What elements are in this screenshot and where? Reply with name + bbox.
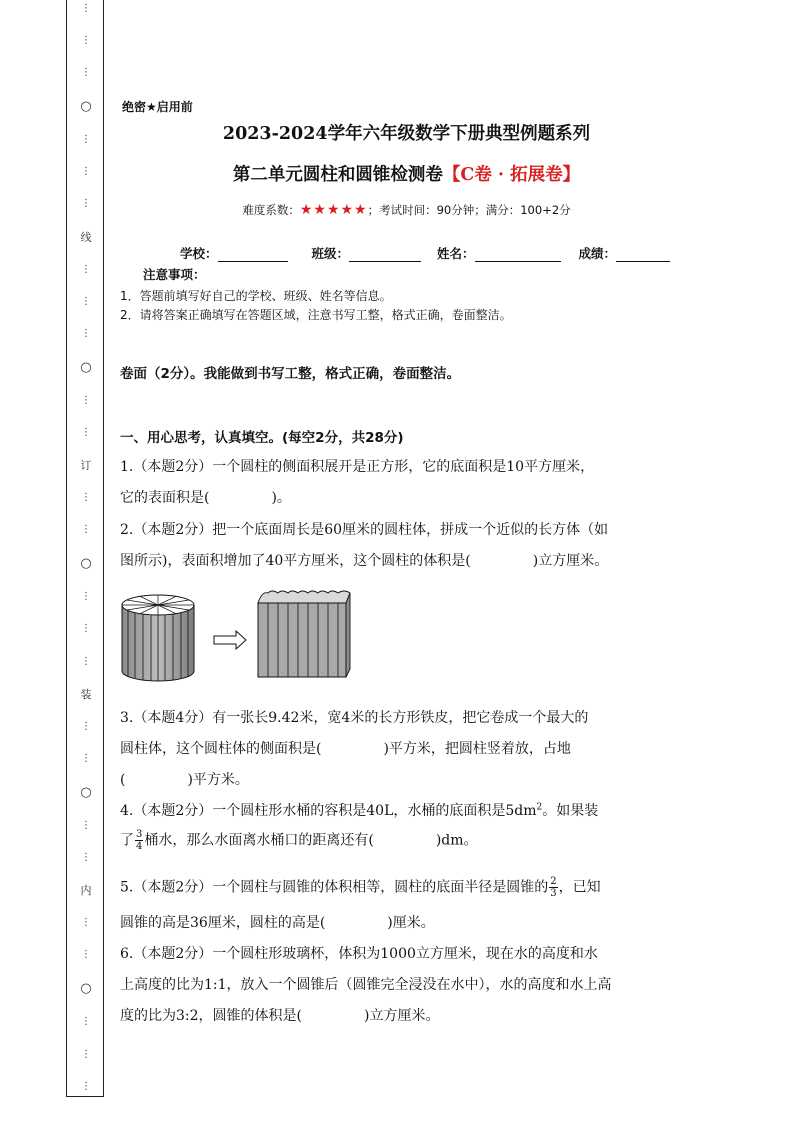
question-3-line: 3.（本题4分）有一张长9.42米，宽4米的长方形铁皮，把它卷成一个最大的 [120,710,589,726]
question-5-line [120,912,435,932]
binding-dots: ⋮ [81,852,91,864]
binding-circle: ○ [80,359,92,375]
fraction [135,829,143,852]
binding-dots: ⋮ [81,295,91,307]
school-blank[interactable] [218,247,288,262]
binding-dots: ⋮ [81,623,91,635]
question-text: 。如果装 [542,803,599,819]
binding-dots: ⋮ [81,949,91,961]
neatness-note: 卷面（2分）。我能做到书写工整，格式正确，卷面整洁。 [120,366,461,382]
binding-dots: ⋮ [81,134,91,146]
question-text: )。 [271,490,291,506]
subtitle-tag: 【C卷 · 拓展卷】 [442,165,581,185]
binding-dots: ⋮ [81,394,91,406]
binding-circle: ○ [80,556,92,572]
question-text: 圆锥的高是36厘米，圆柱的高是( [120,915,326,931]
binding-dots: ⋮ [81,1048,91,1060]
question-2-line: 2.（本题2分）把一个底面周长是60厘米的圆柱体，拼成一个近似的长方体（如 [120,522,609,538]
question-1-line [120,487,291,507]
question-6-line [120,1005,439,1025]
question-text: ( [120,772,126,788]
class-blank[interactable] [349,247,421,262]
binding-dots: ⋮ [81,752,91,764]
question-text: )平方米。 [187,772,249,788]
binding-label-zhuang: 装 [80,687,92,701]
fraction-numerator: 2 [550,876,557,887]
question-6-line: 6.（本题2分）一个圆柱形玻璃杯，体积为1000立方厘米，现在水的高度和水 [120,946,598,962]
question-text: )厘米。 [387,915,435,931]
school-field[interactable] [180,244,288,262]
binding-dots: ⋮ [81,166,91,178]
difficulty-label: 难度系数： [242,203,300,217]
page-subtitle [0,161,793,186]
question-text: )平方米，把圆柱竖着放，占地 [383,741,571,757]
question-text: 图所示)，表面积增加了40平方厘米，这个圆柱的体积是( [120,553,471,569]
fraction-denominator: 3 [550,888,557,899]
student-info-fields [180,244,670,262]
question-4-line [120,829,478,852]
cuboid-shape [258,591,350,677]
class-field[interactable] [312,244,422,262]
binding-dots: ⋮ [81,492,91,504]
notice-item: 2．请将答案正确填写在答题区域，注意书写工整，格式正确，卷面整洁。 [120,308,512,322]
binding-circle: ○ [80,981,92,997]
question-3-line [120,738,571,758]
question-text: 4.（本题2分）一个圆柱形水桶的容积是40L，水桶的底面积是5dm [120,803,537,819]
binding-dots: ⋮ [81,35,91,47]
secret-label: 绝密★启用前 [122,100,193,114]
binding-dots: ⋮ [81,720,91,732]
score-blank[interactable] [616,247,670,262]
fraction-numerator: 3 [136,829,143,840]
notice-title: 注意事项： [143,267,206,282]
question-text: 了 [120,832,134,849]
question-text: 桶水，那么水面离水桶口的距离还有( [144,832,374,849]
question-text: 圆柱体，这个圆柱体的侧面积是( [120,741,322,757]
question-6-line: 上高度的比为1:1，放入一个圆锥后（圆锥完全浸没在水中），水的高度和水上高 [120,977,612,993]
arrow-icon [214,631,246,649]
cylinder-to-cuboid-figure [118,585,358,685]
question-3-line [120,769,249,789]
question-text: )dm。 [435,832,478,849]
name-label: 姓名： [437,246,475,261]
exam-info: ；考试时间：90分钟；满分：100+2分 [367,203,571,217]
question-2-line [120,550,608,570]
binding-dots: ⋮ [81,427,91,439]
score-label: 成绩： [578,246,617,261]
section-title: 一、用心思考，认真填空。(每空2分，共28分) [120,430,404,446]
binding-dots: ⋮ [81,917,91,929]
binding-circle: ○ [80,784,92,800]
binding-circle: ○ [80,99,92,115]
school-label: 学校： [180,246,218,261]
question-1-line: 1.（本题2分）一个圆柱的侧面积展开是正方形，它的底面积是10平方厘米， [120,459,595,475]
fraction-denominator: 4 [136,841,143,852]
binding-label-ding: 订 [80,459,92,473]
notice-item: 1．答题前填写好自己的学校、班级、姓名等信息。 [120,289,392,303]
cylinder-shape [122,595,194,681]
question-text: )立方厘米。 [532,553,609,569]
fraction [549,876,557,899]
name-field[interactable] [437,244,561,262]
binding-dots: ⋮ [81,819,91,831]
page-title: 2023-2024学年六年级数学下册典型例题系列 [222,124,591,144]
name-blank[interactable] [475,247,561,262]
binding-dots: ⋮ [81,1016,91,1028]
question-5-line [120,876,601,899]
binding-dots: ⋮ [81,327,91,339]
binding-dots: ⋮ [81,67,91,79]
difficulty-stars: ★★★★★ [299,202,368,218]
binding-dots: ⋮ [81,591,91,603]
superscript: 2 [536,802,543,813]
binding-dots: ⋮ [81,524,91,536]
question-4-line [120,800,598,820]
binding-dots: ⋮ [81,198,91,210]
class-label: 班级： [311,246,350,261]
question-text: 度的比为3:2，圆锥的体积是( [120,1008,302,1024]
binding-dots: ⋮ [81,655,91,667]
question-text: 5.（本题2分）一个圆柱与圆锥的体积相等，圆柱的底面半径是圆锥的 [120,879,549,896]
binding-dots: ⋮ [81,1080,91,1092]
exam-meta [0,202,793,218]
binding-label-nei: 内 [80,884,92,898]
subtitle-main: 第二单元圆柱和圆锥检测卷 [232,165,443,185]
question-text: ，已知 [558,879,601,896]
score-field[interactable] [579,244,671,262]
question-text: 它的表面积是( [120,490,210,506]
binding-dots: ⋮ [81,263,91,275]
binding-dots: ⋮ [81,3,91,14]
question-text: )立方厘米。 [364,1008,440,1024]
binding-label-xian: 线 [80,230,92,244]
